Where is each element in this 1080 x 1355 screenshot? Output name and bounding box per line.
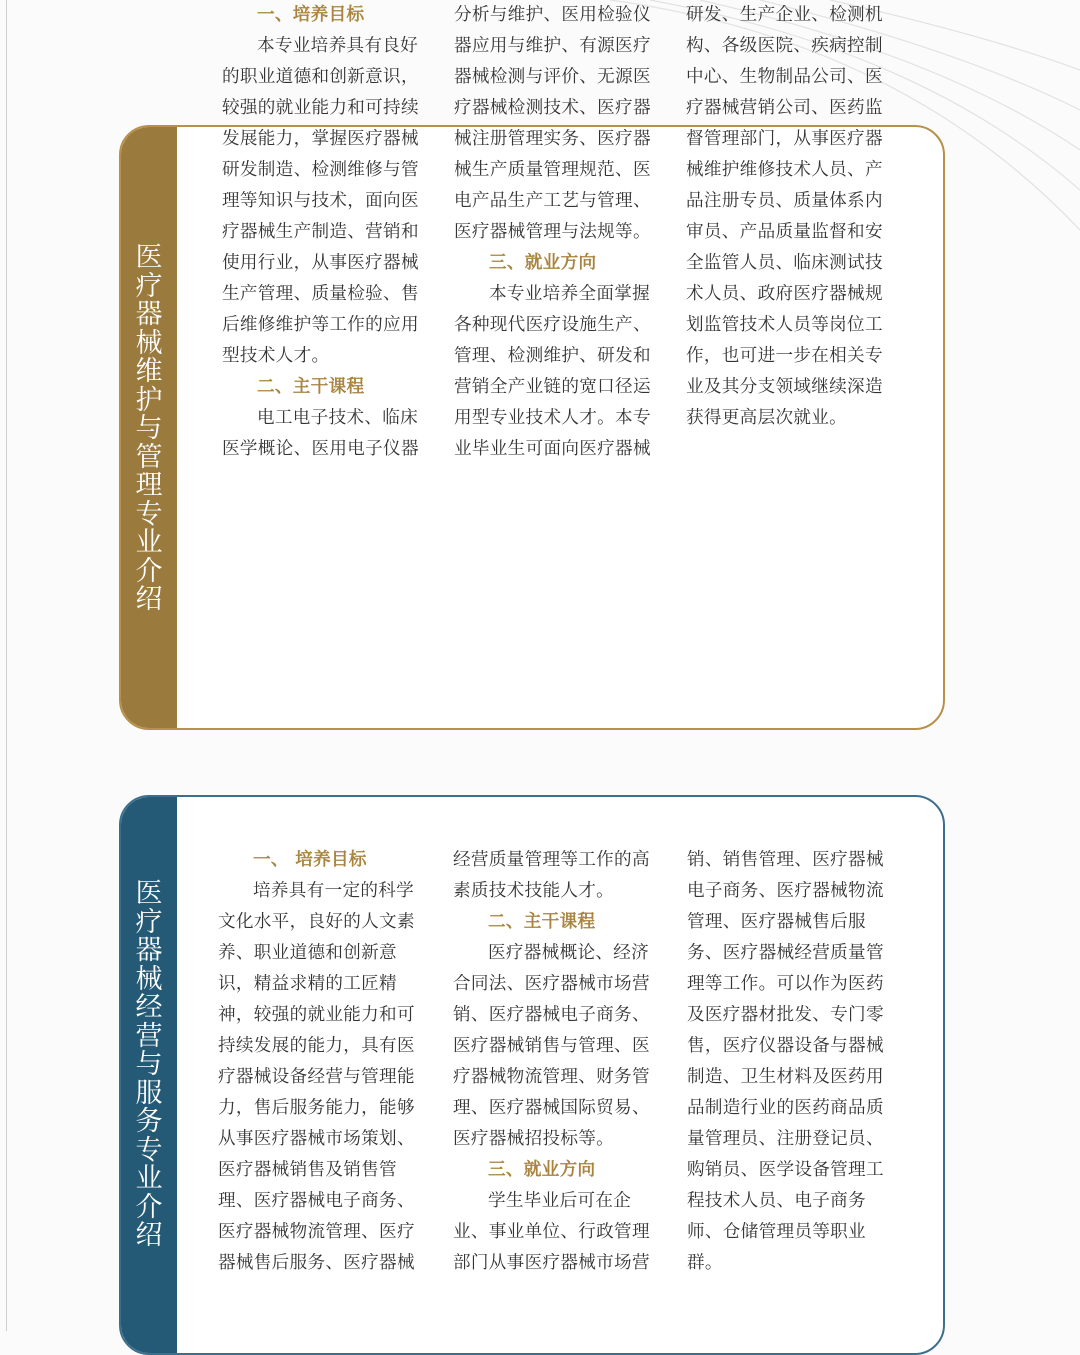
body-text-line: 销、医疗器械电子商务、 [453, 1005, 650, 1025]
section2-column-3 [687, 845, 899, 1279]
section-title-business [121, 880, 177, 1251]
title-char: 务 [135, 1106, 163, 1137]
body-text-line: 研发、生产企业、检测机 [686, 5, 883, 25]
body-text-line: 后维修维护等工作的应用 [222, 315, 419, 335]
body-text-line: 合同法、医疗器械市场营 [453, 974, 650, 994]
body-text-line: 本专业培养全面掌握 [489, 284, 651, 304]
body-text-line: 管理、检测维护、研发和 [454, 346, 651, 366]
body-text-line: 生产管理、质量检验、售 [222, 284, 419, 304]
body-text-line: 养、职业道德和创新意 [218, 943, 397, 963]
body-text-line: 医学概论、医用电子仪器 [222, 439, 419, 459]
body-text-line: 督管理部门，从事医疗器 [686, 129, 883, 149]
title-char: 专 [135, 498, 163, 530]
body-text-line: 器械检测与评价、无源医 [454, 67, 651, 87]
section-tab-maintenance [121, 127, 177, 728]
body-text-line: 务、医疗器械经营质量管 [687, 943, 884, 963]
body-text-line: 医疗器械管理与法规等。 [454, 222, 651, 242]
body-text-line: 制造、卫生材料及医药用 [687, 1067, 884, 1087]
section1-column-1 [222, 0, 434, 465]
body-text-line: 培养具有一定的科学 [253, 881, 415, 901]
body-text-line: 部门从事医疗器械市场营 [453, 1253, 650, 1273]
title-char: 绍 [135, 584, 163, 615]
body-text-line: 械生产质量管理规范、医 [454, 160, 651, 180]
body-text-line: 量管理员、注册登记员、 [687, 1129, 884, 1149]
body-text-line: 中心、生物制品公司、医 [686, 67, 883, 87]
section-heading: 一、 培养目标 [253, 850, 367, 870]
title-char: 介 [135, 555, 163, 587]
section-heading: 三、就业方向 [488, 1160, 596, 1180]
body-text-line: 理、医疗器械国际贸易、 [453, 1098, 650, 1118]
body-text-line: 品制造行业的医药商品质 [687, 1098, 884, 1118]
title-char: 专 [135, 1134, 163, 1166]
section2-column-2 [453, 845, 665, 1279]
body-text-line: 医疗器械招投标等。 [453, 1129, 615, 1149]
section-heading: 二、主干课程 [488, 912, 596, 932]
title-char: 器 [135, 299, 163, 330]
body-text-line: 及医疗器材批发、专门零 [687, 1005, 884, 1025]
title-char: 理 [135, 470, 163, 501]
body-text-line: 的职业道德和创新意识， [222, 67, 419, 87]
body-text-line: 业及其分支领域继续深造 [686, 377, 883, 397]
body-text-line: 器械售后服务、医疗器械 [218, 1253, 415, 1273]
section1-column-3 [686, 0, 898, 434]
body-text-line: 电子商务、医疗器械物流 [687, 881, 884, 901]
body-text-line: 分析与维护、医用检验仪 [454, 5, 651, 25]
body-text-line: 用型专业技术人才。本专 [454, 408, 651, 428]
title-char: 营 [135, 1020, 163, 1052]
body-text-line: 发展能力，掌握医疗器械 [222, 129, 419, 149]
title-char: 经 [135, 992, 163, 1023]
body-text-line: 本专业培养具有良好 [257, 36, 419, 56]
body-text-line: 研发制造、检测维修与管 [222, 160, 419, 180]
body-text-line: 电工电子技术、临床 [257, 408, 419, 428]
title-char: 器 [135, 935, 163, 966]
body-text-line: 医疗器械物流管理、医疗 [218, 1222, 415, 1242]
body-text-line: 械维护维修技术人员、产 [686, 160, 883, 180]
body-text-line: 医疗器械销售与管理、医 [453, 1036, 650, 1056]
body-text-line: 神，较强的就业能力和可 [218, 1005, 415, 1025]
body-text-line: 力，售后服务能力，能够 [218, 1098, 415, 1118]
title-char: 业 [135, 1163, 163, 1194]
section2-column-1 [218, 845, 430, 1279]
body-text-line: 管理、医疗器械售后服 [687, 912, 866, 932]
title-char: 械 [135, 327, 163, 359]
title-char: 维 [135, 356, 163, 387]
body-text-line: 审员、产品质量监督和安 [686, 222, 883, 242]
section-heading: 二、主干课程 [257, 377, 365, 397]
body-text-line: 医疗器械销售及销售管 [218, 1160, 397, 1180]
body-text-line: 文化水平，良好的人文素 [218, 912, 415, 932]
title-char: 械 [135, 963, 163, 995]
title-char: 服 [135, 1077, 163, 1109]
body-text-line: 理等工作。可以作为医药 [687, 974, 884, 994]
title-char: 与 [135, 1049, 163, 1080]
body-text-line: 销、销售管理、医疗器械 [687, 850, 884, 870]
body-text-line: 素质技术技能人才。 [453, 881, 615, 901]
body-text-line: 使用行业，从事医疗器械 [222, 253, 419, 273]
title-char: 护 [135, 384, 163, 416]
body-text-line: 械注册管理实务、医疗器 [454, 129, 651, 149]
body-text-line: 获得更高层次就业。 [686, 408, 848, 428]
section-title-maintenance [121, 244, 177, 615]
title-char: 疗 [135, 270, 163, 302]
body-text-line: 售，医疗仪器设备与器械 [687, 1036, 884, 1056]
body-text-line: 学生毕业后可在企 [488, 1191, 632, 1211]
body-text-line: 业、事业单位、行政管理 [453, 1222, 650, 1242]
body-text-line: 营销全产业链的宽口径运 [454, 377, 651, 397]
body-text-line: 较强的就业能力和可持续 [222, 98, 419, 118]
title-char: 与 [135, 413, 163, 444]
body-text-line: 持续发展的能力，具有医 [218, 1036, 415, 1056]
section-heading: 一、培养目标 [257, 5, 365, 25]
body-text-line: 理等知识与技术，面向医 [222, 191, 419, 211]
body-text-line: 全监管人员、临床测试技 [686, 253, 883, 273]
body-text-line: 型技术人才。 [222, 346, 330, 366]
body-text-line: 医疗器械概论、经济 [488, 943, 650, 963]
section-heading: 三、就业方向 [489, 253, 597, 273]
body-text-line: 从事医疗器械市场策划、 [218, 1129, 415, 1149]
body-text-line: 经营质量管理等工作的高 [453, 850, 650, 870]
body-text-line: 各种现代医疗设施生产、 [454, 315, 651, 335]
body-text-line: 术人员、政府医疗器械规 [686, 284, 883, 304]
body-text-line: 构、各级医院、疾病控制 [686, 36, 883, 56]
body-text-line: 作，也可进一步在相关专 [686, 346, 883, 366]
body-text-line: 识，精益求精的工匠精 [218, 974, 397, 994]
body-text-line: 器应用与维护、有源医疗 [454, 36, 651, 56]
body-text-line: 疗器械设备经营与管理能 [218, 1067, 415, 1087]
section1-column-2 [454, 0, 666, 465]
body-text-line: 疗器械生产制造、营销和 [222, 222, 419, 242]
body-text-line: 师、仓储管理员等职业 [687, 1222, 866, 1242]
body-text-line: 品注册专员、质量体系内 [686, 191, 883, 211]
body-text-line: 程技术人员、电子商务 [687, 1191, 866, 1211]
body-text-line: 理、医疗器械电子商务、 [218, 1191, 415, 1211]
body-text-line: 疗器械检测技术、医疗器 [454, 98, 651, 118]
title-char: 业 [135, 527, 163, 558]
body-text-line: 疗器械物流管理、财务管 [453, 1067, 650, 1087]
body-text-line: 群。 [687, 1253, 723, 1273]
section-tab-business [121, 797, 177, 1353]
title-char: 介 [135, 1191, 163, 1223]
title-char: 疗 [135, 906, 163, 938]
body-text-line: 电产品生产工艺与管理、 [454, 191, 651, 211]
title-char: 管 [135, 441, 163, 473]
body-text-line: 购销员、医学设备管理工 [687, 1160, 884, 1180]
title-char: 医 [135, 242, 163, 273]
body-text-line: 疗器械营销公司、医药监 [686, 98, 883, 118]
page-edge-line [6, 0, 7, 1331]
title-char: 绍 [135, 1220, 163, 1251]
title-char: 医 [135, 878, 163, 909]
body-text-line: 划监管技术人员等岗位工 [686, 315, 883, 335]
body-text-line: 业毕业生可面向医疗器械 [454, 439, 651, 459]
